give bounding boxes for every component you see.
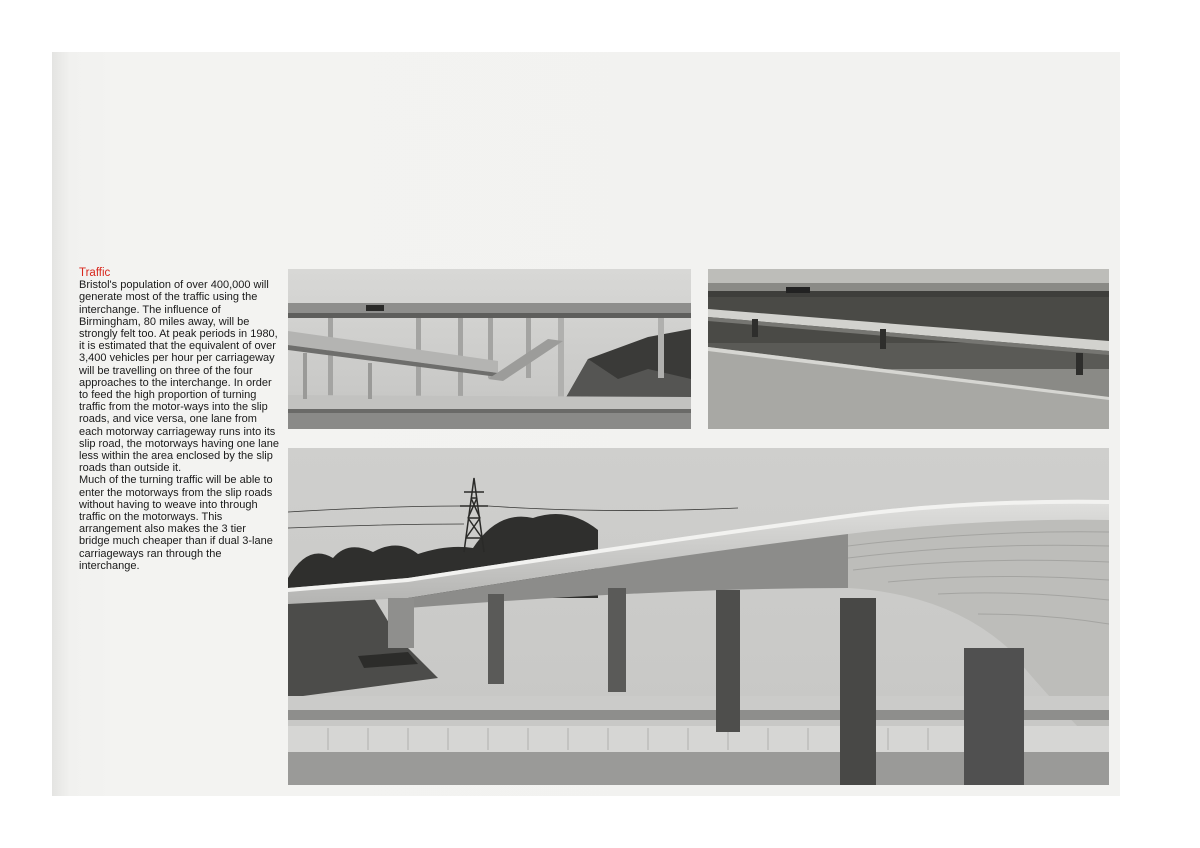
guard-rail-photo-illustration — [708, 269, 1109, 429]
photo-guard-rail-earthworks — [708, 269, 1109, 429]
paragraph-2: Much of the turning traffic will be able to enter the motorways from the slip roads without having to weave into through traffic on the motorways. This arrangement also makes the 3 tier bridge much cheaper than if dual 3-lane carriageways ran through the interchange. — [79, 474, 273, 572]
flyover-photo-illustration — [288, 269, 691, 429]
brochure-page — [52, 52, 1120, 796]
section-heading: Traffic — [79, 267, 111, 279]
curved-bridge-photo-illustration — [288, 448, 1109, 785]
traffic-text-column — [79, 267, 279, 572]
paragraph-1: Bristol's population of over 400,000 will generate most of the traffic using the interchange. The influence of Birmingham, 80 miles away, will be strongly felt too. At peak periods in 1980, it is estimated that the equivalent of over 3,400 vehicles per hour per carriageway will be travelling on three of the four approaches to the interchange. In order to feed the high proportion of turning traffic from the motor-ways into the slip roads, and vice versa, one lane from each motorway carriageway runs into its slip road, the motorways having one lane less within the area enclosed by the slip roads than outside it. — [79, 279, 279, 475]
photo-multi-tier-flyover — [288, 269, 691, 429]
photo-curved-bridge — [288, 448, 1109, 785]
